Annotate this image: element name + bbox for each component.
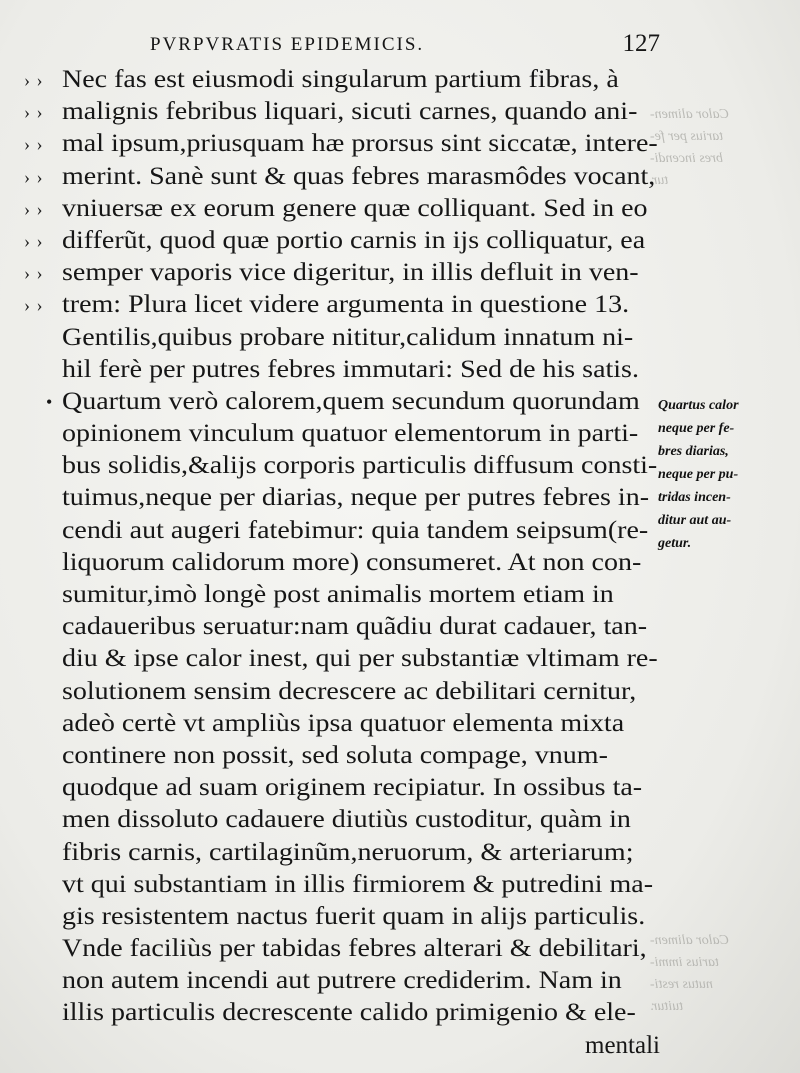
quotation-mark: › › [24, 295, 44, 316]
text-line: opinionem vinculum quatuor elementorum in parti- [62, 420, 639, 448]
text-line: › › mal ipsum,priusquam hæ prorsus sint siccatæ, intere- [24, 128, 664, 160]
text-line: sumitur,imò longè post animalis mortem etiam in [62, 581, 614, 608]
text-line: adeò certè vt ampliùs ipsa quatuor elementa mixta [62, 709, 625, 737]
text-line: › › Nec fas est eiusmodi singularum partium fibras, à [24, 64, 664, 96]
marginal-note-line: ditur aut au- [658, 513, 732, 528]
page-number: 127 [622, 30, 660, 57]
quotation-mark: › › [24, 166, 44, 187]
text-line: › › malignis febribus liquari, sicuti carnes, quando ani- [24, 96, 664, 128]
text-line: tuimus,neque per diarias, neque per putres febres in- [62, 484, 650, 512]
marginal-note-line: Quartus calor [658, 398, 739, 413]
text-line: liquorum calidorum more) consumeret. At non con- [62, 548, 642, 576]
text-line: › › merint. Sanè sunt & quas febres marasmôdes vocant, [24, 161, 664, 193]
marginal-note-line: neque per pu- [658, 467, 739, 482]
text-line: › › differũt, quod quæ portio carnis in ijs colliquatur, ea [24, 225, 664, 257]
text-line: fibris carnis, cartilaginũm,neruorum, & arteriarum; [62, 838, 634, 866]
running-head: PVRPVRATIS EPIDEMICIS. [150, 34, 425, 55]
text-line: solutionem sensim decrescere ac debilitari cernitur, [62, 677, 637, 705]
text-line: gis resistentem nactus fuerit quam in alijs particulis. [62, 902, 646, 930]
quotation-mark: › › [24, 230, 44, 251]
main-text-block [24, 64, 664, 1062]
quotation-mark: › › [24, 134, 44, 155]
quotation-mark: › › [24, 263, 44, 284]
page-header [150, 30, 660, 60]
text-line: continere non possit, sed soluta compage, vnum- [62, 741, 608, 769]
text-line: illis particulis decrescente calido primigenio & ele- [62, 999, 636, 1027]
text-line: bus solidis,&alijs corporis particulis diffusum consti- [62, 452, 658, 480]
text-line: vt qui substantiam in illis firmiorem & putredini ma- [62, 870, 654, 898]
marginal-note [658, 394, 778, 555]
text-line: mentali [585, 1031, 660, 1059]
marginal-note-line: neque per fe- [658, 421, 735, 436]
quotation-mark: › › [24, 198, 44, 219]
text-line: › › vniuersæ ex eorum genere quæ colliquant. Sed in eo [24, 193, 664, 225]
text-line: quodque ad suam originem recipiatur. In ossibus ta- [62, 774, 643, 802]
text-line: hil ferè per putres febres immutari: Sed de his satis. [62, 355, 639, 383]
bullet-mark: • [46, 391, 53, 412]
text-line: diu & ipse calor inest, qui per substantiæ vltimam re- [62, 645, 658, 673]
text-line: cendi aut augeri fatebimur: quia tandem seipsum(re- [62, 516, 649, 544]
marginal-note-line: getur. [658, 536, 692, 551]
text-line: › › trem: Plura licet videre argumenta in questione 13. [24, 289, 664, 321]
text-line: non autem incendi aut putrere crediderim. Nam in [62, 967, 622, 995]
bleed-through-note-top: Calor alimen- tarius per fe- bres incendi- tur. [650, 107, 729, 188]
text-line: Vnde faciliùs per tabidas febres alterari & debilitari, [62, 935, 647, 963]
quotation-mark: › › [24, 70, 44, 90]
text-line: men dissoluto cadauere diutiùs custoditur, quàm in [62, 806, 631, 834]
bleed-through-note-bottom: Calor alimen- tarius immi- nutus resti- tuitur. [650, 933, 729, 1014]
marginal-note-line: tridas incen- [658, 490, 731, 505]
quotation-mark: › › [24, 102, 44, 123]
marginal-note-line: bres diarias, [658, 444, 729, 459]
text-line: › › semper vaporis vice digeritur, in illis defluit in ven- [24, 257, 664, 289]
text-line: cadaueribus seruatur:nam quãdiu durat cadauer, tan- [62, 613, 648, 641]
text-line: • Quartum verò calorem,quem secundum quorundam [24, 386, 664, 418]
text-line: Gentilis,quibus probare nititur,calidum innatum ni- [62, 323, 634, 351]
